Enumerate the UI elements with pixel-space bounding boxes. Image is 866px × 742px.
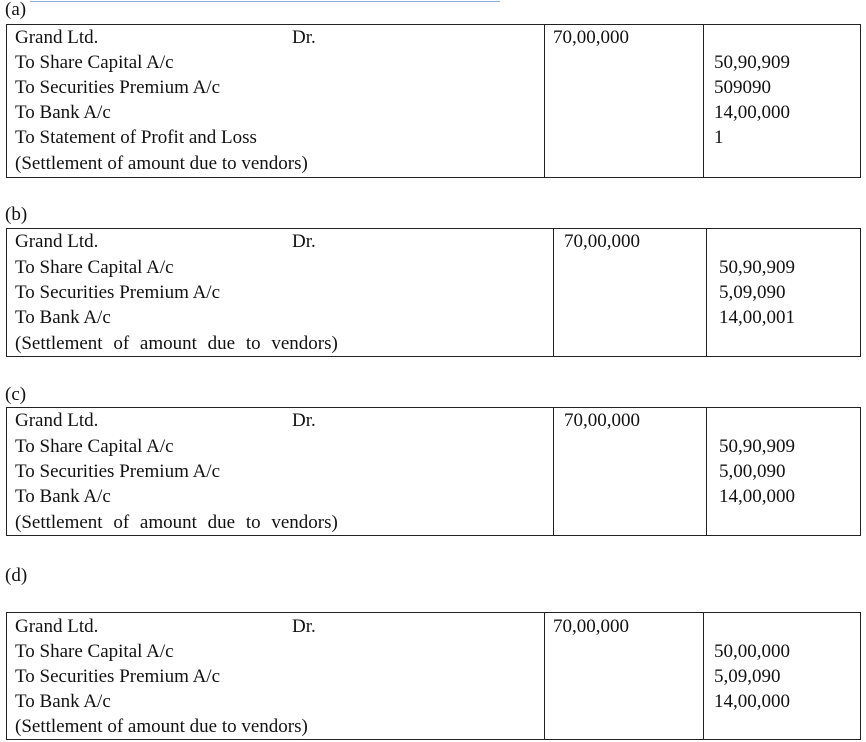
credit-column bbox=[703, 25, 860, 177]
particulars-column bbox=[7, 408, 553, 535]
particulars-column bbox=[7, 613, 544, 739]
option-label-c: (c) bbox=[5, 384, 27, 405]
debit-party: Grand Ltd. bbox=[15, 27, 99, 48]
credit-amount: 1 bbox=[714, 127, 724, 148]
credit-amount: 50,90,909 bbox=[714, 52, 790, 73]
debit-party: Grand Ltd. bbox=[15, 231, 99, 252]
credit-amount: 50,90,909 bbox=[719, 436, 795, 457]
journal-entry-b bbox=[6, 228, 861, 357]
debit-column bbox=[553, 408, 707, 535]
dr-marker: Dr. bbox=[292, 231, 316, 252]
narration: (Settlement of amount due to vendors) bbox=[15, 153, 308, 174]
journal-entry-c bbox=[6, 407, 861, 536]
credit-amount: 14,00,000 bbox=[714, 691, 790, 712]
particulars-column bbox=[7, 229, 553, 356]
credit-line: To Securities Premium A/c bbox=[15, 77, 221, 98]
debit-amount: 70,00,000 bbox=[553, 27, 629, 48]
narration: (Settlement of amount due to vendors) bbox=[15, 512, 338, 533]
credit-line: To Bank A/c bbox=[15, 307, 111, 328]
credit-line: To Bank A/c bbox=[15, 486, 111, 507]
option-label-a: (a) bbox=[5, 0, 27, 20]
particulars-column bbox=[7, 25, 544, 177]
credit-line: To Share Capital A/c bbox=[15, 52, 174, 73]
credit-line: To Securities Premium A/c bbox=[15, 282, 221, 303]
option-label-d: (d) bbox=[5, 565, 28, 586]
dr-marker: Dr. bbox=[292, 410, 316, 431]
dr-marker: Dr. bbox=[292, 616, 316, 637]
debit-column bbox=[553, 229, 707, 356]
debit-party: Grand Ltd. bbox=[15, 410, 99, 431]
credit-line: To Share Capital A/c bbox=[15, 436, 174, 457]
debit-column bbox=[544, 25, 704, 177]
debit-amount: 70,00,000 bbox=[564, 231, 640, 252]
debit-amount: 70,00,000 bbox=[564, 410, 640, 431]
credit-line: To Bank A/c bbox=[15, 102, 111, 123]
credit-amount: 14,00,000 bbox=[719, 486, 795, 507]
credit-column bbox=[703, 613, 860, 739]
credit-column bbox=[706, 229, 860, 356]
credit-line: To Securities Premium A/c bbox=[15, 666, 221, 687]
credit-amount: 509090 bbox=[714, 77, 771, 98]
credit-amount: 5,00,090 bbox=[719, 461, 786, 482]
credit-line: To Statement of Profit and Loss bbox=[15, 127, 257, 148]
debit-party: Grand Ltd. bbox=[15, 616, 99, 637]
credit-column bbox=[706, 408, 860, 535]
credit-amount: 50,90,909 bbox=[719, 257, 795, 278]
journal-entry-d bbox=[6, 612, 861, 740]
credit-line: To Share Capital A/c bbox=[15, 641, 174, 662]
credit-line: To Share Capital A/c bbox=[15, 257, 174, 278]
narration: (Settlement of amount due to vendors) bbox=[15, 333, 338, 354]
credit-amount: 5,09,090 bbox=[714, 666, 781, 687]
credit-amount: 14,00,001 bbox=[719, 307, 795, 328]
top-rule bbox=[30, 1, 500, 2]
credit-amount: 14,00,000 bbox=[714, 102, 790, 123]
credit-line: To Securities Premium A/c bbox=[15, 461, 221, 482]
debit-column bbox=[544, 613, 704, 739]
debit-amount: 70,00,000 bbox=[553, 616, 629, 637]
journal-entry-a bbox=[6, 24, 861, 178]
narration: (Settlement of amount due to vendors) bbox=[15, 716, 308, 737]
credit-line: To Bank A/c bbox=[15, 691, 111, 712]
credit-amount: 5,09,090 bbox=[719, 282, 786, 303]
credit-amount: 50,00,000 bbox=[714, 641, 790, 662]
option-label-b: (b) bbox=[5, 204, 28, 225]
dr-marker: Dr. bbox=[292, 27, 316, 48]
